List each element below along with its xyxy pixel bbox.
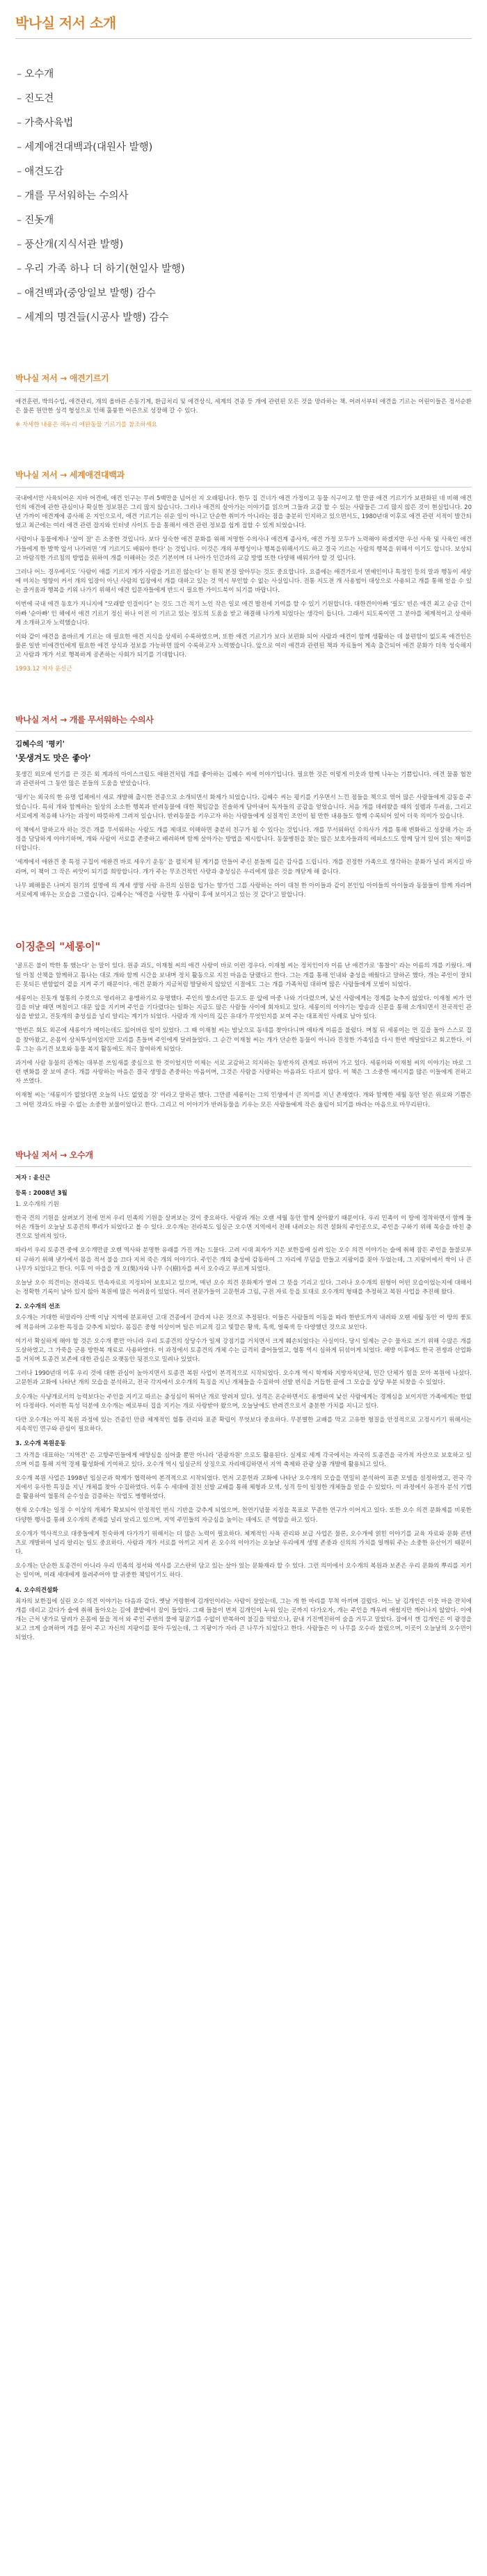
section-text: 이번에 국내 애견 동호가 지니지에 "모래밭 인걸이다" 는 것도 그간 적기 노인 작은 일로 애견 발전에 기여를 할 수 있기 기원합니다. 대한견이아빠 '필도' 빈은 애견 최고 순금 간이아빠 '순아빠' 인 해에서 애견 기르기 정신 하나 이전 이 기르고 있는 정도의 도움을 받고 해결해 나가게 되었다는 생각이 듭니다. 그래서 되도록이면 그 분야를 체계적이고 상세하게 소개하고자 노력했습니다. xyxy=(15,601,472,627)
book-list-label: 애견도감 xyxy=(24,166,64,177)
book-list-label: 세계애견대백과(대원사 발행) xyxy=(24,142,153,153)
author-line: 저자 : 윤신근 xyxy=(15,1175,51,1182)
section-text: 과거에 사람 동물의 관계는 대부분 쓰임새를 중심으로 한 것이었지만 이제는 서로 교감하고 의지하는 동반자의 관계로 바뀌어 가고 있다. 세롱이와 이재철 씨의 이야기는 바로 그런 변화를 잘 보여 준다. 개를 사랑하는 마음은 결국 생명을 존중하는 마음이며, 그것은 사람을 사랑하는 마음과도 다르지 않다. 이 책은 그 소중한 메시지를 많은 이들에게 전하고자 쓰였다. xyxy=(15,1059,472,1086)
subtitle-prefix: 김혜수의 xyxy=(15,740,44,749)
section-text: '골프든 불이 박한 통 했는다' 는 말이 있다. 원종 과도, 이재철 씨의 애견 사랑이 바로 이런 경우다. 이재철 씨는 정치인이자 이름 난 애견가로 '통찰이' 라는 이름의 개를 키웠다. 매일 아침 산책을 함께하고 틈나는 대로 개와 함께 시간을 보내며 정치 활동으로 지친 마음을 달랬다고 한다. 그는 개를 통해 인내와 충성을 배웠다고 말하곤 했다. 개는 주인이 잘되든 못되든 변함없이 곁을 지켜 주기 때문이다. 애견 문화가 지금처럼 발달하지 않았던 시절에도 그는 개를 가족처럼 대하며 많은 사람들에게 모범이 되었다. xyxy=(15,963,472,988)
book-list-label: 가축사육법 xyxy=(24,118,74,129)
section-date: 1993.12 저자 윤신근 xyxy=(15,666,72,673)
bullet-dash: – xyxy=(17,191,22,202)
bullet-dash: – xyxy=(17,142,22,153)
section-osu-dog xyxy=(15,1149,472,1643)
page-title: 박나실 저서 소개 xyxy=(15,15,116,31)
section-divider xyxy=(15,731,472,732)
bullet-dash: – xyxy=(17,288,22,299)
bullet-dash: – xyxy=(17,239,22,250)
section-text: 여기서 확실하게 해야 할 것은 오수개 뿐만 아니라 우리 토종견의 상당수가 일제 강점기를 거치면서 크게 훼손되었다는 사실이다. 당시 일제는 군수 물자로 쓰기 위해 수많은 개를 도살하였고, 그 가죽을 군용 방한복 재료로 사용하였다. 이 과정에서 토종견의 개체 수는 급격히 줄어들었고, 혈통 역시 심하게 뒤섞이게 되었다. 해방 이후에도 한국 전쟁과 산업화를 거치며 토종견 보존에 대한 관심은 오랫동안 뒷전으로 밀려나 있었다. xyxy=(15,1337,472,1364)
book-list-item[interactable] xyxy=(17,136,472,160)
section-heading: 박나실 저서 → 세계애견대백과 xyxy=(15,470,125,481)
book-list xyxy=(17,63,472,330)
section-text: 사람이나 동물에게나 '살이 잘' 은 소중한 것입니다. 보다 성숙한 애견 문화를 위해 저명한 수의사나 애견계 종사자, 애견 가정 모두가 노력해야 하겠지만 우선 사육 및 사육인 애견가들에게 한 발짝 앞서 나가려면 '개 기르기도 배워야 한다' 는 것입니다. 이것은 개의 부행성이나 행복을위해서기도 하고 결국 기르는 사람의 행복을 위해서 이기도 합니다. 보상되고 바람직한 가르침의 방법을 위하여 개를 이해하는 것은 기본이며 더 나아가 인간과의 교감 방법 또한 다양해 배워가야 할 것 입니다. xyxy=(15,536,472,562)
section-text: 1. 오수개의 기원 xyxy=(15,1200,59,1208)
subsection-heading: 등록 : 2008년 3월 xyxy=(15,1189,67,1197)
bullet-dash: – xyxy=(17,264,22,275)
bullet-dash: – xyxy=(17,215,22,226)
section-subtitle xyxy=(15,739,472,750)
section-text: 그러나 어느 경우에서도 '사람이 애를 기르지 개가 사람을 기르진 않는다' 는 원칙 본질 알아두는 것도 중요합니다. 요즘에는 애견가로서 연예인이나 특정인 등의 말과 행동이 세상에 미치는 영향이 커서 개의 입장이 아닌 사람의 입장에서 개를 대하고 있는 것 역시 부인할 수 없는 사실입니다. 전통 지도전 개 사용범이 대상으로 사용되고 개를 통해 얻을 수 있는 즐거움과 행복을 키워 나가기 위해서 애견 입문자들에게 반드시 필요한 가이드북이 되기를 바랍니다. xyxy=(15,568,472,595)
heading-quote: "세롱이" xyxy=(59,940,101,953)
section-text: 오수개 복원 사업은 1998년 임실군과 학계가 협력하여 본격적으로 시작되었다. 먼저 고문헌과 고화에 나타난 오수개의 모습을 면밀히 분석하여 표준 모델을 설정하였고, 전국 각지에서 유사한 특징을 지닌 개체를 찾아 수집하였다. 이후 수 세대에 걸친 선발 교배를 통해 체형과 모색, 성격 등이 일정한 개체들을 얻을 수 있었다. 이 과정에서 유전자 분석 기법을 활용하여 혈통의 순수성을 검증하는 작업도 병행하였다. xyxy=(15,1474,472,1501)
section-text: 이 책에서 말하고자 하는 것은 개를 무서워하는 사람도 개를 제대로 이해하면 충분히 친구가 될 수 있다는 것입니다. 개를 무서워하던 수의사가 개를 통해 변화하고 성장해 가는 과정을 담담하게 이야기하며, 개와 사람이 서로를 존중하고 배려하며 함께 살아가는 방법을 제시합니다. 동물병원을 찾는 많은 보호자들과의 에피소드도 함께 담겨 있어 읽는 재미를 더합니다. xyxy=(15,826,472,853)
section-dog-raising xyxy=(15,372,472,430)
section-text: '평키'는 외국의 한 유명 업체에서 새로 개발해 출시한 견종으로 소개되면서 화제가 되었습니다. 김혜수 씨는 평키를 키우면서 느낀 점들을 책으로 엮어 많은 사람들에게 감동을 주었습니다. 특히 개와 함께하는 일상의 소소한 행복과 반려동물에 대한 책임감을 진솔하게 담아내어 독자들의 공감을 얻었습니다. 처음 개를 데려왔을 때의 설렘과 두려움, 그리고 서로에게 적응해 나가는 과정이 따뜻하게 그려져 있습니다. 반려동물을 키우고자 하는 사람들에게 실질적인 조언이 될 만한 내용들도 함께 수록되어 있어 더욱 의미가 있습니다. xyxy=(15,794,472,820)
bullet-dash: – xyxy=(17,312,22,323)
section-text: 현재 오수개는 일정 수 이상의 개체가 확보되어 안정적인 번식 기반을 갖추게 되었으며, 천연기념물 지정을 목표로 꾸준한 연구가 이어지고 있다. 또한 오수 의견 문화제를 비롯한 다양한 행사를 통해 오수개의 존재를 널리 알리고 있으며, 지역 주민들의 자긍심을 높이는 데에도 큰 역할을 하고 있다. xyxy=(15,1507,472,1524)
bullet-dash: – xyxy=(17,166,22,177)
book-list-item[interactable] xyxy=(17,257,472,282)
section-divider xyxy=(15,1166,472,1167)
book-list-label: 세계의 명견들(시공사 발행) 감수 xyxy=(24,312,169,323)
bullet-dash: – xyxy=(17,69,22,80)
book-list-item[interactable] xyxy=(17,184,472,209)
section-text: 한국 견의 기원을 살펴보기 전에 먼저 우리 민족의 기원을 살펴보는 것이 중요하다. 사람과 개는 오랜 세월 동안 함께 살아왔기 때문이다. 우리 민족이 이 땅에 정착하면서 함께 들어온 개들이 오늘날 토종견의 뿌리가 되었다고 볼 수 있다. 오수개는 전라북도 임실군 오수면 지역에서 전해 내려오는 의견 설화의 주인공으로, 주인을 구하기 위해 목숨을 바친 충견으로 알려져 있다. xyxy=(15,1214,472,1241)
title-divider xyxy=(15,38,472,39)
section-text: 못생긴 외모에 인기를 끈 것은 외 계과의 아이스크림도 애완견처럼 개를 좋아하는 김혜수 씨에 이야기입니다. 필요한 것은 이렇게 이웃과 함께 나누는 기쁨입니다. 애견 물품 협찬과 관련하여 그 동안 많은 분들의 도움을 받았습니다. xyxy=(15,771,472,788)
section-text: 다만 오수개는 아직 복원 과정에 있는 견종인 만큼 체계적인 혈통 관리와 표준 확립이 무엇보다 중요하다. 무분별한 교배를 막고 고유한 형질을 안정적으로 고정시키기 위해서는 지속적인 연구와 관심이 필요하다. xyxy=(15,1417,472,1433)
section-text: 애견훈련, 박의수입, 애견관리, 개의 올바른 손동기계, 환급처리 및 애견상식, 세계의 견종 등 개에 관련된 모든 것을 망라하는 책. 어려서부터 애견을 기르는 어린이들은 정서순환은 물론 원만한 성격 형성으로 인해 훌륭한 어른으로 성장해 갈 수 있다. xyxy=(15,398,472,414)
section-text: 오수개는 사냥개로서의 능력보다는 주인을 지키고 따르는 충성심이 뛰어난 개로 알려져 있다. 성격은 온순하면서도 용맹하여 낯선 사람에게는 경계심을 보이지만 가족에게는 한없이 다정하다. 이러한 특성 덕분에 오수개는 예로부터 집을 지키는 개로 사랑받아 왔으며, 오늘날에도 반려견으로서 충분한 가치를 지니고 있다. xyxy=(15,1393,472,1410)
section-text: 오늘날 오수 의견비는 전라북도 민속자료로 지정되어 보호되고 있으며, 매년 오수 의견 문화제가 열려 그 뜻을 기리고 있다. 그러나 오수개의 원형이 어떤 모습이었는지에 대해서는 정확한 기록이 남아 있지 않아 복원에 많은 어려움이 있었다. 여러 전문가들이 고문헌과 그림, 구전 자료 등을 토대로 오수개의 형태를 추정하고 복원 사업을 추진해 왔다. xyxy=(15,1279,472,1296)
section-text: 국내에서만 사육되어온 지마 어견에, 애견 인구는 무려 5백만을 넘어선 지 오래됩니다. 한두 집 건너가 애견 가정이고 동물 식구이고 함 만큼 애견 기르기가 보편화된 네 비해 애견인의 애견에 관한 관심이나 확실한 정보원은 그리 많지 않습니다. 그러나 애견의 살아가는 이야기를 읽으며 그들과 교감 할 수 있는 사람들은 그리 많지 않은 것이 현실입니다. 20년 가까이 애견계에 종사해 온 지인으로서, 애견 기르기는 쉬운 일이 아니고 단순한 취미가 아니라는 점을 충분히 인지하고 있으면서도, 1980년대 이후로 애견 관련 서적이 발간되었고 최근에는 여러 애견 관련 잡지와 인터넷 사이트 등을 통해서 애견 관련 정보를 쉽게 접할 수 있게 되었습니다. xyxy=(15,494,472,530)
subsection-heading: 3. 오수개 복원운동 xyxy=(15,1440,66,1448)
section-text: 이재철 씨는 '세롱이가 없었다면 오늘의 나도 없었을 것' 이라고 말하곤 했다. 그만큼 세롱이는 그의 인생에서 큰 의미를 지닌 존재였다. 개와 함께한 세월 동안 얻은 위로와 기쁨은 그 어떤 것과도 바꿀 수 없는 소중한 보물이었다고 한다. 그리고 이 이야기가 반려동물을 키우는 모든 사람들에게 작은 울림이 되기를 바라는 마음으로 마무리된다. xyxy=(15,1092,472,1109)
section-text: 그러나 1990년대 이후 우리 것에 대한 관심이 높아지면서 토종견 복원 사업이 본격적으로 시작되었다. 오수개 역시 학계와 지방자치단체, 민간 단체가 힘을 모아 복원에 나섰다. 고문헌과 고화에 나타난 개의 모습을 분석하고, 전국 각지에서 오수개의 특징을 지닌 개체들을 수집하여 선발 번식을 거듭한 끝에 그 모습을 상당 부분 되찾을 수 있었다. xyxy=(15,1370,472,1387)
section-heading: 박나실 저서 → 오수개 xyxy=(15,1150,93,1160)
section-text: '한번은 회도 외곤에 세롱이가 메이는데도 잃어버린 일이 있었다. 그 때 이재철 씨는 밤낮으로 동네를 찾아다니며 애타게 이름을 불렀다. 며칠 뒤 세롱이는 먼 길을 돌아 스스로 집을 찾아왔고, 온몸이 상처투성이었지만 꼬리를 흔들며 주인에게 달려들었다. 그 순간 이재철 씨는 개가 단순한 동물이 아니라 진정한 가족임을 다시 한번 깨달았다고 회고한다. 이후 그는 유기견 보호와 동물 복지 활동에도 적극 참여하게 되었다. xyxy=(15,1027,472,1053)
section-heading xyxy=(15,939,472,955)
subtitle-title: '평키' xyxy=(46,740,65,749)
section-subtitle-2: '못생겨도 맛은 좋아' xyxy=(15,753,91,764)
section-text: 오수개는 거대한 히말라야 산맥 이남 지역에 분포하던 고대 견종에서 갈라져 나온 것으로 추정된다. 이들은 사람들의 이동을 따라 한반도까지 내려와 오랜 세월 동안 이 땅의 풍토에 적응하며 고유한 특징을 갖추게 되었다. 몸집은 중형 이상이며 털은 비교적 길고 빛깔은 황색, 흑색, 얼룩색 등 다양했던 것으로 보인다. xyxy=(15,1314,472,1331)
section-text: 세롱이는 진돗개 혈통의 수컷으로 영리하고 용맹하기로 유명했다. 주인의 발소리만 듣고도 문 앞에 마중 나와 기다렸으며, 낯선 사람에게는 경계를 늦추지 않았다. 이재철 씨가 먼 길을 떠날 때면 며칠이고 대문 앞을 지키며 주인을 기다렸다는 일화는 지금도 많은 사람들 사이에 회자되고 있다. 세롱이의 이야기는 방송과 신문을 통해 소개되면서 전국적인 관심을 받았고, 진돗개의 충성심을 널리 알리는 계기가 되었다. 사람과 개 사이의 깊은 유대가 무엇인지를 보여 주는 대표적인 사례로 남아 있다. xyxy=(15,995,472,1021)
section-body xyxy=(15,1189,472,1643)
book-list-label: 우리 가족 하나 더 하기(현일사 발행) xyxy=(24,264,185,275)
subsection-heading: 4. 오수의견설화 xyxy=(15,1586,58,1594)
section-text: 나무 폐해물은 나머지 원기의 설명에 의 계세 생명 사랑 유진의 실원을 입가는 향가인 그를 사랑하는 아이 대천 한 아이들과 같이 본인입 아이들의 아이들과 동물들이 함께 자라며 서로에게 배우는 모습을 그렸습니다. 김혜수는 '애견을 사랑한 후 사람이 후에 보이지고 있는 것 같다'고 말합니다. xyxy=(15,882,472,899)
book-list-label: 진돗개 xyxy=(24,215,54,226)
bullet-dash: – xyxy=(17,93,22,104)
section-serongi xyxy=(15,939,472,1110)
section-text: 따라서 우리 토종견 중에 오수개만큼 오랜 역사와 분명한 유래를 가진 개는 드물다. 고려 시대 최자가 지은 보한집에 실려 있는 오수 의견 이야기는 술에 취해 잠든 주인을 들불로부터 구하기 위해 냇가에서 몸을 적셔 불을 끄다 지쳐 죽은 개의 이야기다. 주인은 개의 충성에 감동하여 그 자리에 무덤을 만들고 지팡이를 꽂아 두었는데, 그 지팡이에서 싹이 나 큰 나무가 되었다고 한다. 이후 이 마을을 개 오(獒)자와 나무 수(樹)자를 써서 오수라고 부르게 되었다. xyxy=(15,1247,472,1273)
book-list-item[interactable] xyxy=(17,282,472,306)
section-text: 오수개는 단순한 토종견이 아니라 우리 민족의 정서와 역사를 고스란히 담고 있는 살아 있는 문화재라 할 수 있다. 그런 의미에서 오수개의 복원과 보존은 우리 문화의 뿌리를 지키는 일이며, 미래 세대에게 물려주어야 할 귀중한 책임이기도 하다. xyxy=(15,1563,472,1579)
book-list-item[interactable] xyxy=(17,63,472,87)
book-list-item[interactable] xyxy=(17,111,472,136)
book-list-label: 풍산개(지식서관 발행) xyxy=(24,239,124,250)
section-heading: 박나실 저서 → 애견기르기 xyxy=(15,373,109,383)
section-divider xyxy=(15,390,472,391)
section-text: 그 자격을 대표하는 '지역견' 은 고향주민들에게 애향심을 심어줄 뿐만 아니라 '관광자원' 으로도 활용된다. 실제로 세계 각국에서는 자국의 토종견을 국가적 자산으로 보호하고 있으며 이를 통해 지역 경제 활성화에 기여하고 있다. 오수개 역시 임실군의 상징으로 자리매김하면서 지역 축제와 관광 상품 개발에 활용되고 있다. xyxy=(15,1451,472,1468)
heading-text: 이징춘의 xyxy=(15,940,56,953)
section-text: 이와 같이 애견을 올바르게 기르는 데 필요한 애견 지식을 상세히 수록하였으며, 또한 애견 기르기가 보다 보편화 되어 사람과 애견이 함께 생활하는 데 불편함이 없도록 애견인은 물론 일반 비애견인에게 필요한 애견 상식과 정보를 가능하면 많이 수록하고자 노력했습니다. 앞으로 여러 애견과 관련된 책과 자료들이 계속 출간되어 애견 문화가 더욱 성숙해지고 사람과 개가 서로 행복하게 공존하는 사회가 되기를 기대합니다. xyxy=(15,633,472,659)
section-encyclopedia xyxy=(15,469,472,675)
section-text: 오수개가 역사적으로 대중들에게 친숙하게 다가가기 위해서는 더 많은 노력이 필요하다. 체계적인 사육 관리와 보급 사업은 물론, 오수개에 얽힌 이야기를 교육 자료와 문화 콘텐츠로 개발하여 널리 알리는 일도 중요하다. 사람과 개가 서로를 아끼고 지켜 온 오수의 이야기는 오늘날 우리에게 생명 존중과 신의의 가치를 일깨워 주는 소중한 유산이기 때문이다. xyxy=(15,1530,472,1556)
section-text: '세계에서 애완견 중 특정 구집이 애완견 바로 세우기 운동' 을 펼치게 된 계기를 만들어 주신 분들께 깊은 감사를 드립니다. 개를 진정한 가족으로 생각하는 문화가 널리 퍼지길 바라며, 이 책이 그 작은 씨앗이 되기를 희망합니다. 개가 주는 무조건적인 사랑과 충성심은 우리에게 많은 것을 깨닫게 해 줍니다. xyxy=(15,859,472,876)
section-text: 최자의 보한집에 실린 오수 의견 이야기는 다음과 같다. 옛날 거령현에 김개인이라는 사람이 살았는데, 그는 개 한 마리를 무척 아끼며 길렀다. 어느 날 김개인은 이웃 마을 잔치에 개를 데리고 갔다가 술에 취해 돌아오는 길에 풀밭에서 잠이 들었다. 그때 들불이 번져 김개인이 누워 있는 곳까지 다가오자, 개는 주인을 깨우려 애썼지만 깨어나지 않았다. 이에 개는 근처 냇가로 달려가 온몸에 물을 적셔 와 주인 주변의 풀에 뒹굴기를 수없이 반복하여 불길을 막았으나, 끝내 기진맥진하여 숨을 거두고 말았다. 잠에서 깬 김개인은 이 광경을 보고 크게 슬퍼하며 개를 묻어 주고 자신의 지팡이를 꽂아 두었는데, 그 지팡이가 자라 큰 나무가 되었다고 한다. 사람들은 이 나무를 오수라 불렀으며, 이곳이 오늘날의 오수면이 되었다. xyxy=(15,1597,472,1642)
book-list-label: 오수개 xyxy=(24,69,54,80)
book-list-item[interactable] xyxy=(17,306,472,330)
section-vet-afraid-of-dogs xyxy=(15,714,472,901)
book-list-item[interactable] xyxy=(17,87,472,111)
section-heading: 박나실 저서 → 개를 무서워하는 수의사 xyxy=(15,714,154,725)
book-list-label: 애견백과(중앙일보 발행) 감수 xyxy=(24,288,156,299)
book-list-item[interactable] xyxy=(17,233,472,257)
book-list-label: 진도견 xyxy=(24,93,54,104)
subsection-heading: 2. 오수개의 선조 xyxy=(15,1303,61,1311)
book-list-item[interactable] xyxy=(17,160,472,184)
section-divider xyxy=(15,487,472,488)
reference-note[interactable]: ※ 자세한 내용은 해누리 애완동물 기르기를 참조하세요 xyxy=(15,421,157,428)
book-list-item[interactable] xyxy=(17,209,472,233)
bullet-dash: – xyxy=(17,118,22,129)
book-list-label: 개를 무서워하는 수의사 xyxy=(24,191,129,202)
